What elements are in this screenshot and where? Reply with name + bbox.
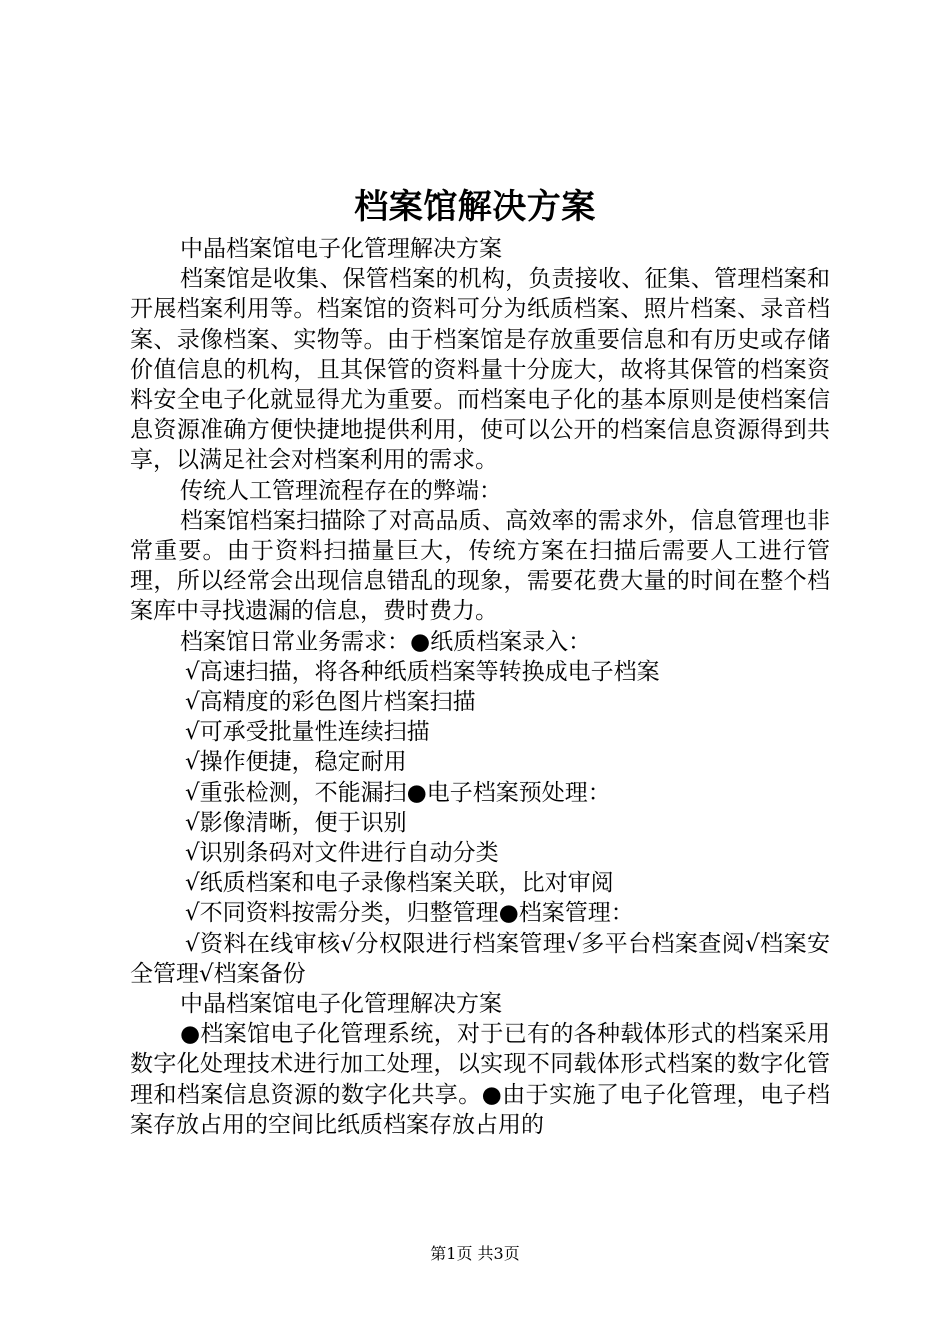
- drawbacks-heading: 传统人工管理流程存在的弊端：: [180, 477, 502, 504]
- list-item: √可承受批量性连续扫描: [185, 719, 430, 746]
- solution-heading: 中晶档案馆电子化管理解决方案: [180, 991, 502, 1018]
- list-item: √高精度的彩色图片档案扫描: [185, 689, 476, 716]
- solution-paragraph: ●档案馆电子化管理系统，对于已有的各种载体形式的档案采用数字化处理技术进行加工处理，以实现不同载体形式档案的数字化管理和档案信息资源的数字化共享。●由于实施了电子化管理，电子档案存放占用的空间比纸质档案存放占用的: [130, 1021, 830, 1138]
- page-footer: 第1页 共3页: [430, 1244, 520, 1263]
- requirements-heading: 档案馆日常业务需求：●纸质档案录入：: [180, 628, 592, 655]
- document-body: [130, 234, 830, 1140]
- subtitle-paragraph: 中晶档案馆电子化管理解决方案: [180, 236, 502, 262]
- drawbacks-paragraph: 档案馆档案扫描除了对高品质、高效率的需求外，信息管理也非常重要。由于资料扫描量巨大，传统方案在扫描后需要人工进行管理，所以经常会出现信息错乱的现象，需要花费大量的时间在整个档案库中寻找遗漏的信息，费时费力。: [130, 507, 830, 625]
- list-item: √纸质档案和电子录像档案关联，比对审阅: [185, 870, 614, 897]
- list-item: √操作便捷，稳定耐用: [185, 749, 407, 776]
- list-item-wrapped: √资料在线审核√分权限进行档案管理√多平台档案查阅√档案安全管理√档案备份: [130, 930, 830, 987]
- list-item: √重张检测，不能漏扫●电子档案预处理：: [185, 779, 611, 806]
- list-item: √影像清晰，便于识别: [185, 809, 407, 836]
- list-item: √高速扫描，将各种纸质档案等转换成电子档案: [185, 658, 660, 685]
- document-title: 档案馆解决方案: [354, 187, 596, 227]
- intro-paragraph: 档案馆是收集、保管档案的机构，负责接收、征集、管理档案和开展档案利用等。档案馆的资料可分为纸质档案、照片档案、录音档案、录像档案、实物等。由于档案馆是存放重要信息和有历史或存储价值信息的机构，且其保管的资料量十分庞大，故将其保管的档案资料安全电子化就显得尤为重要。而档案电子化的基本原则是使档案信息资源准确方便快捷地提供利用，使可以公开的档案信息资源得到共享，以满足社会对档案利用的需求。: [130, 266, 830, 474]
- list-item: √识别条码对文件进行自动分类: [185, 840, 499, 867]
- list-item: √不同资料按需分类，归整管理●档案管理：: [185, 900, 634, 927]
